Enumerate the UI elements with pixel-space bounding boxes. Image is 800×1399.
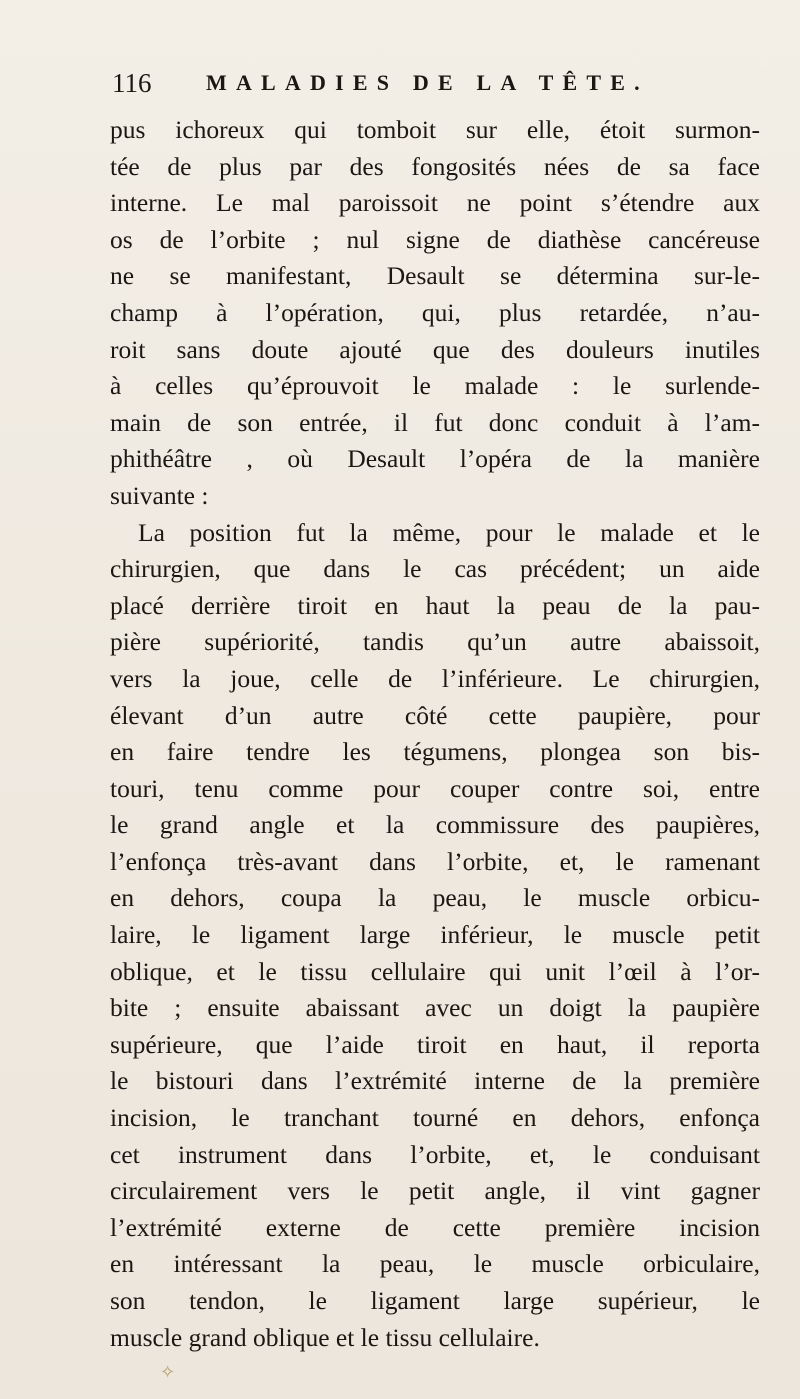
text-line: chirurgien, que dans le cas précédent; un aide — [110, 554, 760, 584]
text-line: à celles qu’éprouvoit le malade : le surlende- — [110, 371, 760, 401]
text-line: placé derrière tiroit en haut la peau de la pau- — [110, 590, 760, 620]
text-line: laire, le ligament large inférieur, le muscle petit — [110, 920, 760, 950]
text-line: suivante : — [110, 480, 209, 510]
text-line: vers la joue, celle de l’inférieure. Le chirurgien, — [110, 663, 760, 693]
text-line: phithéâtre , où Desault l’opéra de la manière — [110, 444, 760, 474]
text-line: le bistouri dans l’extrémité interne de la première — [110, 1066, 760, 1096]
text-line: en faire tendre les tégumens, plongea son bis- — [110, 737, 760, 767]
text-line: roit sans doute ajouté que des douleurs inutiles — [110, 334, 760, 364]
ink-speck-icon: ✧ — [160, 1362, 176, 1383]
text-line: l’extrémité externe de cette première incision — [110, 1212, 760, 1242]
text-line: muscle grand oblique et le tissu cellulaire. — [110, 1322, 540, 1352]
text-line: main de son entrée, il fut donc conduit à l’am- — [110, 407, 760, 437]
text-line: bite ; ensuite abaissant avec un doigt la paupière — [110, 993, 760, 1023]
running-head-title: MALADIES DE LA TÊTE. — [206, 70, 649, 95]
text-line: incision, le tranchant tourné en dehors, enfonça — [110, 1103, 760, 1133]
text-line: l’enfonça très-avant dans l’orbite, et, le ramenant — [110, 846, 760, 876]
text-line: cet instrument dans l’orbite, et, le conduisant — [110, 1139, 760, 1169]
body-text — [110, 112, 760, 1356]
text-line: ne se manifestant, Desault se détermina sur-le- — [110, 261, 760, 291]
text-line: en dehors, coupa la peau, le muscle orbicu- — [110, 883, 760, 913]
text-line: interne. Le mal paroissoit ne point s’étendre aux — [110, 188, 760, 218]
text-line: supérieure, que l’aide tiroit en haut, il reporta — [110, 1029, 760, 1059]
text-line: oblique, et le tissu cellulaire qui unit l’œil à l’or- — [110, 956, 760, 986]
text-line: élevant d’un autre côté cette paupière, pour — [110, 700, 760, 730]
text-line: en intéressant la peau, le muscle orbiculaire, — [110, 1249, 760, 1279]
paragraph-start-line: La position fut la même, pour le malade et le — [138, 517, 760, 547]
text-line: circulairement vers le petit angle, il vint gagner — [110, 1176, 760, 1206]
text-line: le grand angle et la commissure des paupières, — [110, 810, 760, 840]
text-line: os de l’orbite ; nul signe de diathèse cancéreuse — [110, 224, 760, 254]
text-line: tée de plus par des fongosités nées de sa face — [110, 151, 760, 181]
page-number: 116 — [112, 68, 152, 98]
text-line: pus ichoreux qui tomboit sur elle, étoit surmon- — [110, 115, 760, 144]
text-line: champ à l’opération, qui, plus retardée, n’au- — [110, 297, 760, 327]
text-line: touri, tenu comme pour couper contre soi, entre — [110, 773, 760, 803]
text-line: son tendon, le ligament large supérieur, le — [110, 1286, 760, 1315]
text-line: pière supériorité, tandis qu’un autre abaissoit, — [110, 627, 760, 657]
running-head — [112, 68, 752, 108]
